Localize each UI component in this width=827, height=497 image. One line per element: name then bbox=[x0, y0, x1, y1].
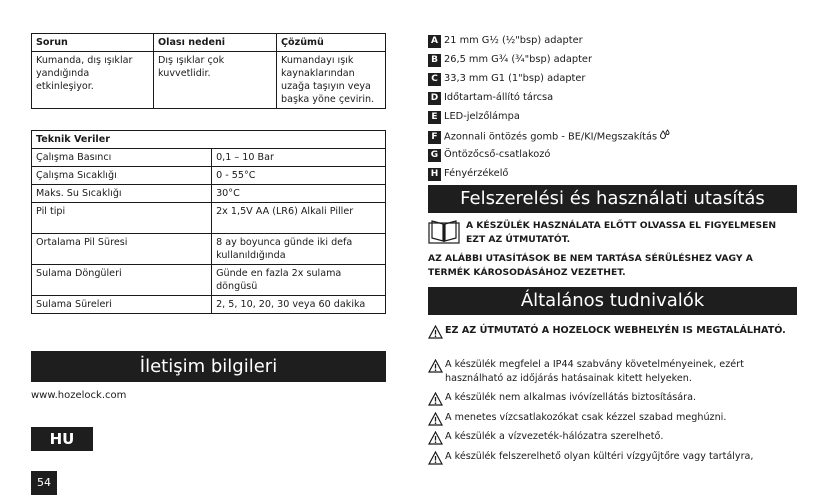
water-drop-icon bbox=[659, 129, 671, 146]
warning-text: A menetes vízcsatlakozókat csak kézzel szabad meghúzni. bbox=[445, 412, 727, 423]
spec-label: Ortalama Pil Süresi bbox=[32, 234, 212, 265]
part-item bbox=[428, 167, 508, 181]
part-letter: D bbox=[428, 92, 441, 105]
part-text: 33,3 mm G1 (1"bsp) adapter bbox=[444, 73, 586, 84]
warning-triangle-icon bbox=[428, 324, 445, 344]
table-row bbox=[32, 265, 386, 296]
page-number: 54 bbox=[31, 471, 57, 495]
table-row bbox=[32, 203, 386, 234]
part-item bbox=[428, 91, 553, 105]
spec-label: Sulama Döngüleri bbox=[32, 265, 212, 296]
table-row bbox=[32, 296, 386, 314]
table-cell: Kumanda, dış ışıklar yandığında etkinleşiyor. bbox=[32, 52, 154, 109]
table-header: Çözümü bbox=[277, 34, 386, 52]
part-letter: F bbox=[428, 131, 441, 144]
warning-text: EZ AZ ÚTMUTATÓ A HOZELOCK WEBHELYÉN IS MEGTALÁLHATÓ. bbox=[445, 325, 786, 336]
installation-heading: Felszerelési és használati utasítás bbox=[428, 185, 797, 213]
warning-triangle-icon bbox=[428, 430, 445, 450]
warning-text: A készülék felszerelhető olyan kültéri vízgyűjtőre vagy tartályra, bbox=[445, 451, 754, 462]
part-item bbox=[428, 110, 520, 124]
read-manual-warning: A KÉSZÜLÉK HASZNÁLATA ELŐTT OLVASSA EL FIGYELMESEN EZT AZ ÚTMUTATÓT. bbox=[466, 220, 777, 245]
spec-value: 2x 1,5V AA (LR6) Alkali Piller bbox=[212, 203, 386, 234]
part-text: Öntözőcső-csatlakozó bbox=[444, 149, 551, 160]
warning-item bbox=[428, 411, 800, 431]
tech-specs-title: Teknik Veriler bbox=[32, 131, 386, 149]
table-header: Sorun bbox=[32, 34, 154, 52]
table-row bbox=[32, 149, 386, 167]
table-cell: Dış ışıklar çok kuvvetlidir. bbox=[154, 52, 277, 109]
warning-triangle-icon bbox=[428, 411, 445, 431]
warning-triangle-icon bbox=[428, 450, 445, 470]
instructions-warning: AZ ALÁBBI UTASÍTÁSOK BE NEM TARTÁSA SÉRÜLÉSHEZ VAGY A TERMÉK KÁROSODÁSÁHOZ VEZETHET. bbox=[428, 253, 753, 278]
tech-specs-table bbox=[31, 130, 386, 314]
warning-text: A készülék megfelel a IP44 szabvány követelményeinek, ezért használható az időjárás hatásainak kitett helyeken. bbox=[445, 359, 744, 384]
spec-value: 0 - 55°C bbox=[212, 167, 386, 185]
spec-value: 30°C bbox=[212, 185, 386, 203]
warning-text: A készülék nem alkalmas ivóvízellátás biztosítására. bbox=[445, 392, 697, 403]
warning-item bbox=[428, 391, 800, 411]
spec-value: 2, 5, 10, 20, 30 veya 60 dakika bbox=[212, 296, 386, 314]
part-item bbox=[428, 72, 585, 86]
table-row bbox=[32, 234, 386, 265]
website-link[interactable]: www.hozelock.com bbox=[31, 390, 127, 401]
spec-value: 8 ay boyunca günde iki defa kullanıldığında bbox=[212, 234, 386, 265]
spec-label: Çalışma Sıcaklığı bbox=[32, 167, 212, 185]
spec-label: Pil tipi bbox=[32, 203, 212, 234]
spec-label: Maks. Su Sıcaklığı bbox=[32, 185, 212, 203]
spec-value: Günde en fazla 2x sulama döngüsü bbox=[212, 265, 386, 296]
part-text: LED-jelzőlámpa bbox=[444, 111, 520, 122]
warning-item bbox=[428, 430, 800, 450]
general-heading: Általános tudnivalók bbox=[428, 287, 797, 315]
warning-text: A készülék a vízvezeték-hálózatra szerelhető. bbox=[445, 431, 664, 442]
part-item bbox=[428, 148, 550, 162]
troubleshooting-table bbox=[31, 33, 386, 109]
language-badge: HU bbox=[31, 427, 93, 451]
table-cell: Kumandayı ışık kaynaklarından uzağa taşıyın veya başka yöne çevirin. bbox=[277, 52, 386, 109]
part-letter: A bbox=[428, 35, 441, 48]
part-text: Azonnali öntözés gomb - BE/KI/Megszakítás bbox=[444, 131, 658, 143]
table-row bbox=[32, 52, 386, 109]
warning-item bbox=[428, 450, 800, 470]
part-letter: B bbox=[428, 54, 441, 67]
spec-label: Çalışma Basıncı bbox=[32, 149, 212, 167]
table-header: Olası nedeni bbox=[154, 34, 277, 52]
part-item bbox=[428, 129, 671, 143]
part-letter: E bbox=[428, 111, 441, 124]
book-icon bbox=[428, 218, 460, 248]
contact-heading: İletişim bilgileri bbox=[31, 351, 386, 382]
warning-item bbox=[428, 358, 800, 386]
warning-triangle-icon bbox=[428, 391, 445, 411]
part-text: Időtartam-állító tárcsa bbox=[444, 92, 554, 103]
part-text: 21 mm G½ (½"bsp) adapter bbox=[444, 35, 583, 46]
part-text: Fényérzékelő bbox=[444, 168, 509, 179]
spec-value: 0,1 – 10 Bar bbox=[212, 149, 386, 167]
table-row bbox=[32, 167, 386, 185]
part-item bbox=[428, 34, 583, 48]
part-letter: H bbox=[428, 168, 441, 181]
part-text: 26,5 mm G¾ (¾"bsp) adapter bbox=[444, 54, 592, 65]
warning-item bbox=[428, 324, 800, 344]
spec-label: Sulama Süreleri bbox=[32, 296, 212, 314]
warning-triangle-icon bbox=[428, 358, 445, 386]
part-letter: G bbox=[428, 149, 441, 162]
part-item bbox=[428, 53, 592, 67]
part-letter: C bbox=[428, 73, 441, 86]
table-row bbox=[32, 185, 386, 203]
